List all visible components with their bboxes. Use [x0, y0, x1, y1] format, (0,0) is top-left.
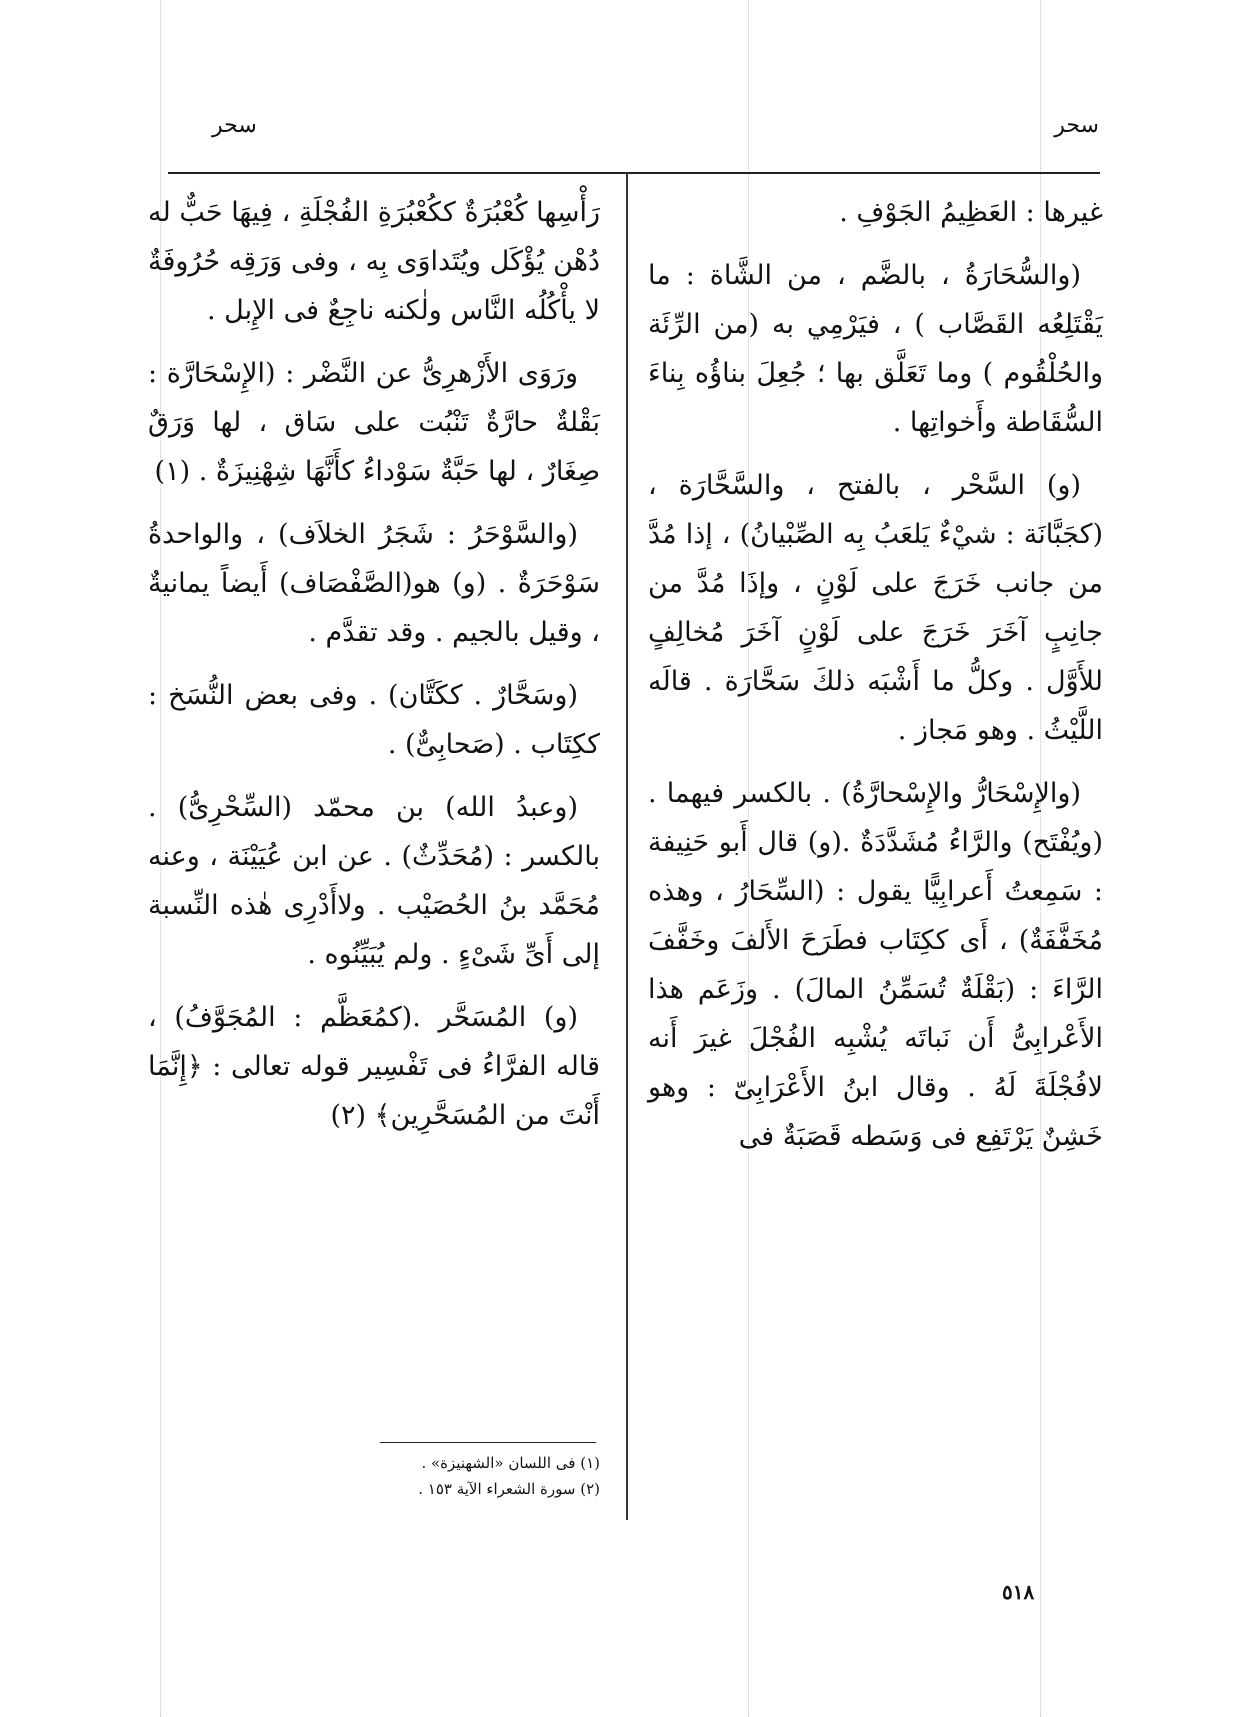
paragraph: غيرها : العَظِيمُ الجَوْفِ .	[839, 197, 1103, 228]
running-head-right: سحر	[1054, 113, 1099, 138]
paragraph: ورَوَى الأَزْهرِىُّ عن النَّضْر : (الإِسْحَارَّة : بَقْلةٌ حارَّةٌ تَنْبُت على سَاق ، لها وَرَقٌ صِغَارٌ ، لها حَبَّةٌ سَوْداءُ كأَنَّهَا شِهْنِيزَةٌ . (١)	[148, 358, 600, 487]
paragraph: (والسَّوْحَرُ : شَجَرُ الخلاَف) ، والواحدةُ سَوْحَرَةٌ . (و) هو(الصَّفْصَاف) أَيضاً يمانيةٌ ، وقيل بالجيم . وقد تقدَّم .	[148, 519, 600, 648]
footnotes	[300, 1450, 600, 1502]
paragraph: (و) السَّحْر ، بالفتح ، والسَّحَّارَة ، (كجَبَّانَة : شيْءٌ يَلعَبُ بِه الصِّبْيانُ) ، إذا مُدَّ من جانب خَرَجَ على لَوْنٍ ، وإذَا مُدَّ من جانِبٍ آخَرَ خَرَجَ على لَوْنٍ آخَرَ مُخالِفٍ للأَوَّل . وكلُّ ما أَشْبَه ذلكَ سَحَّارَة . قالَه اللَّيْثُ . وهو مَجاز .	[648, 470, 1103, 746]
column-divider	[626, 172, 628, 1520]
page-number: ٥١٨	[1002, 1580, 1035, 1604]
paragraph: (وسَحَّارٌ . ككَتَّان) . وفى بعض النُّسَخ : ككِتَاب . (صَحابِىٌّ) .	[148, 680, 600, 760]
paragraph: (و) المُسَحَّر .(كمُعَظَّم : المُجَوَّفُ) ، قاله الفرَّاءُ فى تَفْسِير قوله تعالى : ﴿إِنَّمَا أَنْتَ من المُسَحَّرِين﴾ (٢)	[148, 1002, 600, 1131]
footnote: (٢) سورة الشعراء الآية ١٥٣ .	[418, 1480, 600, 1498]
footnote: (١) فى اللسان «الشهنيزة» .	[421, 1454, 600, 1472]
left-column	[148, 188, 600, 1154]
right-column	[648, 188, 1103, 1175]
running-head-left: سحر	[212, 113, 257, 138]
header-rule	[168, 172, 1100, 174]
paragraph: رَأْسِها كُعْبُرَةٌ ككُعْبُرَةِ الفُجْلَةِ ، فِيهَا حَبٌّ له دُهْن يُؤْكَل ويُتَداوَى بِه ، وفى وَرَقِه حُرُوفَةٌ لا يأْكُلُه النَّاس ولٰكنه ناجِعٌ فى الإِبل .	[148, 197, 600, 326]
paragraph: (وعبدُ الله) بن محمّد (السِّحْرِىُّ) . بالكسر : (مُحَدِّثٌ) . عن ابن عُيَيْنَة ، وعنه مُحَمَّد بنُ الحُصَيْب . ولاأَدْرِى هٰذه النِّسبة إلى أَىِّ شَىْءٍ . ولم يُبَيِّنُوه .	[148, 792, 600, 970]
paragraph: (والسُّحَارَةُ ، بالضَّم ، من الشَّاة : ما يَقْتَلِعُه القَصَّاب ) ، فيَرْمِي به (من الرِّئَة والحُلْقُوم ) وما تَعَلَّق بها ؛ جُعِلَ بناؤُه بِناءَ السُّقَاطة وأَخواتِها .	[648, 260, 1103, 438]
footnote-rule	[380, 1442, 596, 1443]
paragraph: (والإِسْحَارُّ والإِسْحارَّةُ) . بالكسر فيهما . (ويُفْتَح) والرَّاءُ مُشَدَّدَةٌ .(و) قال أَبو حَنِيفة : سَمِعتُ أَعرابِيًّا يقول : (السِّحَارُ ، وهذه مُخَفَّفَةٌ) ، أَى ككِتَاب فطَرَحَ الأَلفَ وخَفَّفَ الرَّاءَ : (بَقْلَةٌ تُسَمِّنُ المالَ) . وزَعَم هذا الأَعْرابِىُّ أَن نَباتَه يُشْبِه الفُجْلَ غيرَ أَنه لافُجْلَةَ لَهُ . وقال ابنُ الأَعْرَابِىّ : وهو خَشِنٌ يَرْتَفِع فى وَسَطه قَصَبَةٌ فى	[648, 778, 1103, 1152]
